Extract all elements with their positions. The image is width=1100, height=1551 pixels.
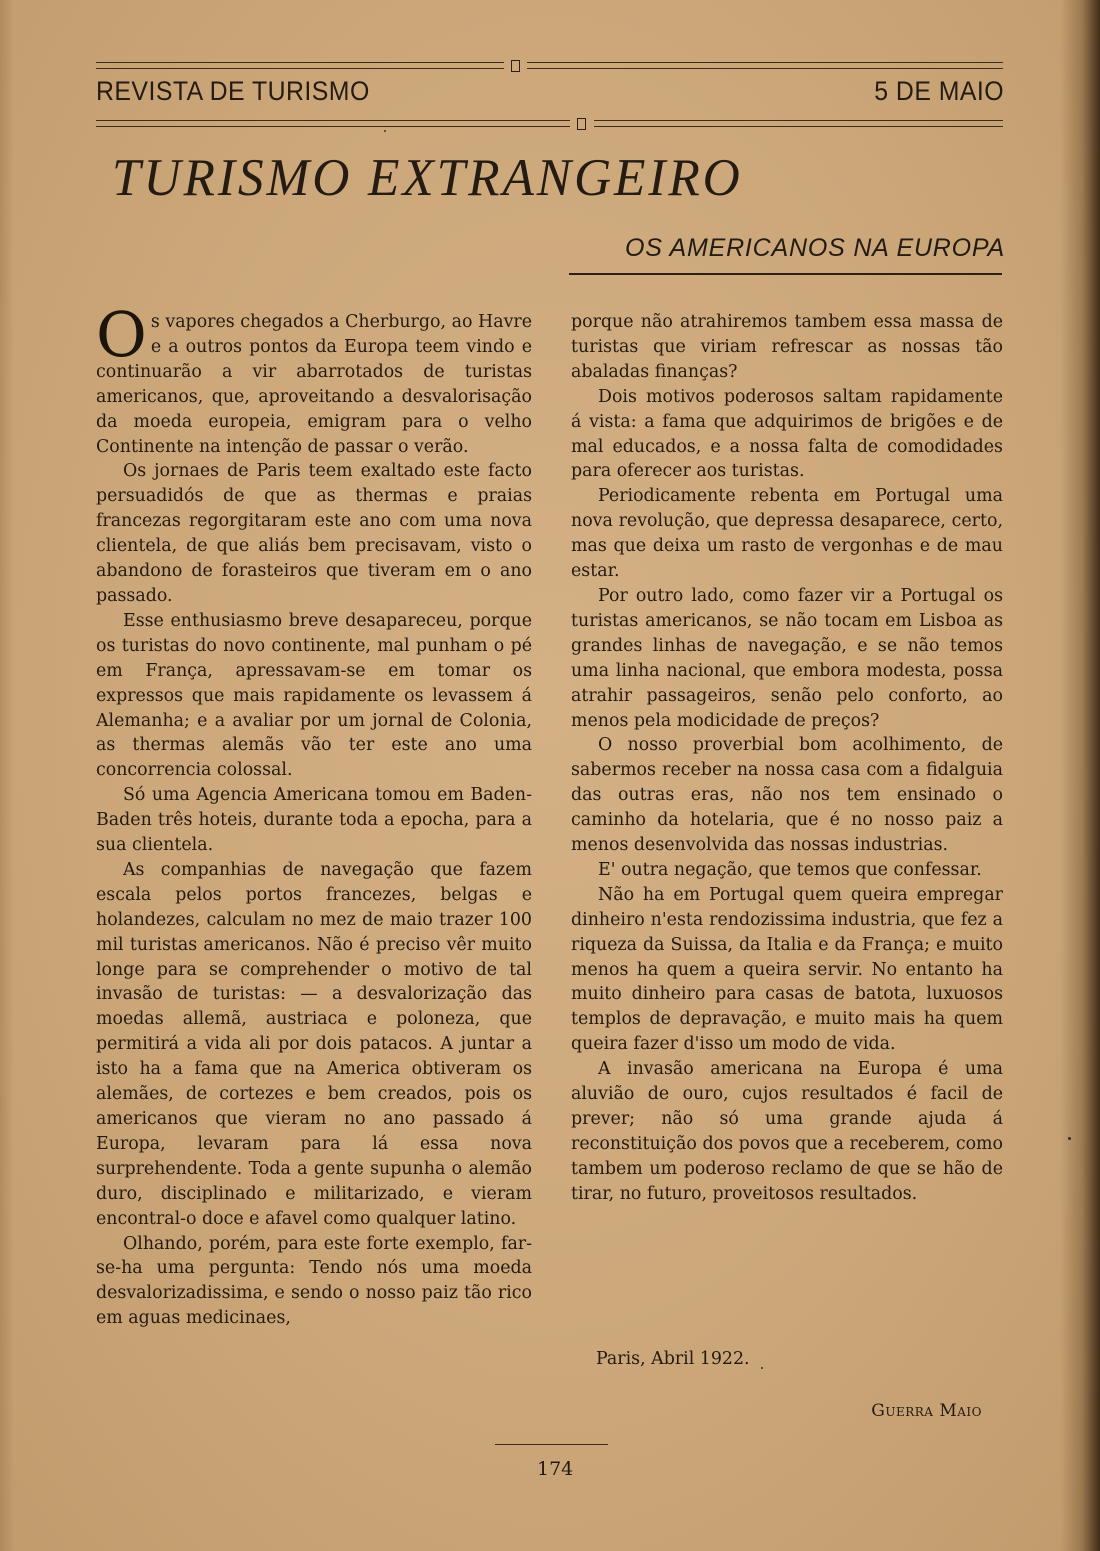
article-paragraph: Esse enthusiasmo breve desapareceu, porque os turistas do novo continente, mal punham o pé em França, apressavam-se em tomar os expressos que mais rapidamente os levassem á Alemanha; e a avaliar por um jornal de Colonia, as thermas alemãs vão ter este ano uma concorrencia colossal. [96, 610, 532, 781]
article-paragraph-continuation: porque não atrahiremos tambem essa massa de turistas que viriam refrescar as nossas tão abaladas finanças? [571, 312, 1003, 382]
dateline: Paris, Abril 1922. [596, 1349, 750, 1369]
rule-ornament-box [511, 60, 520, 72]
article-paragraph: Por outro lado, como fazer vir a Portugal os turistas americanos, se não tocam em Lisboa as grandes linhas de navegação, e se não temos uma linha nacional, que embora modesta, possa atrahir passageiros, senão pelo conforto, ao menos pela modicidade de preços? [571, 585, 1003, 731]
header-bottom-rule-right [594, 120, 1003, 127]
drop-cap: O [96, 298, 147, 371]
paper-speck [761, 1367, 763, 1369]
header-top-rule-right [527, 62, 1003, 69]
article-paragraph: A invasão americana na Europa é uma aluvião de ouro, cujos resultados é facil de prever; não só uma grande ajuda á reconstituição dos povos que a receberem, como tambem um poderoso reclamo de que se hão de tirar, no futuro, proveitosos resultados. [571, 1059, 1003, 1204]
author-signature: Guerra Maio [871, 1401, 982, 1421]
article-paragraph: E' outra negação, que temos que confessar. [598, 859, 982, 880]
footer-rule [495, 1444, 608, 1445]
article-column-right [571, 310, 1003, 1207]
section-title: TURISMO EXTRANGEIRO [112, 149, 743, 207]
paragraph-text: s vapores chegados a Cherburgo, ao Havre e a outros pontos da Europa teem vindo e continuarão a vir abarrotados de turistas americanos, que, aproveitando a desvalorisação da moeda europeia, emigram para o velho Continente na intenção de passar o verão. [96, 312, 532, 457]
header-top-rule-left [96, 62, 504, 69]
article-paragraph: As companhias de navegação que fazem escala pelos portos francezes, belgas e holandezes, calculam no mez de maio trazer 100 mil turistas americanos. Não é preciso vêr muito longe para se comprehender o motivo de tal invasão de turistas: — a desvalorização das moedas allemã, austriaca e poloneza, que permitirá a vida ali por dois patacos. A juntar a isto ha a fama que na America obtiveram os alemães, de cortezes e bem creados, pois os americanos que vieram no ano passado á Europa, levaram para lá essa nova surprehendente. Toda a gente supunha o alemão duro, disciplinado e militarizado, e vieram encontral-o doce e afavel como qualquer latino. [96, 859, 532, 1229]
article-paragraph: Dois motivos poderosos saltam rapidamente á vista: a fama que adquirimos de brigões e de mal educados, e a nossa falta de comodidades para oferecer aos turistas. [571, 386, 1003, 482]
paper-speck [1068, 1137, 1071, 1140]
header-bottom-rule-left [96, 120, 570, 127]
paper-speck [384, 130, 386, 132]
page-number: 174 [537, 1458, 574, 1480]
article-column-left [96, 298, 532, 1331]
article-subtitle: OS AMERICANOS NA EUROPA [624, 234, 1005, 262]
article-paragraph: Olhando, porém, para este forte exemplo, far-se-ha uma pergunta: Tendo nós uma moeda desvalorizadissima, e sendo o nosso paiz tão rico em aguas medicinaes, [96, 1233, 532, 1329]
article-paragraph: Não ha em Portugal quem queira empregar dinheiro n'esta rendozissima industria, que fez a riqueza da Suissa, da Italia e da França; e muito menos ha quem a queira servir. No entanto ha muito dinheiro para casas de batota, luxuosos templos de depravação, e muito mais ha quem queira fazer d'isso um modo de vida. [571, 884, 1003, 1055]
rule-ornament-box [577, 118, 586, 130]
issue-date: 5 DE MAIO [874, 76, 1004, 106]
article-paragraph: Periodicamente rebenta em Portugal uma nova revolução, que depressa desaparece, certo, mas que deixa um rasto de vergonhas e de mau estar. [571, 486, 1003, 582]
article-paragraph: O nosso proverbial bom acolhimento, de sabermos receber na nossa casa com a fidalguia das outras eras, não nos tem ensinado o caminho da hotelaria, que é no nosso paiz a menos desenvolvida das nossas industrias. [571, 735, 1003, 856]
article-paragraph: Os jornaes de Paris teem exaltado este facto persuadidós de que as thermas e praias francezas regorgitaram este ano com uma nova clientela, de que aliás bem precisavam, visto o abandono de forasteiros que tiveram em o ano passado. [96, 461, 532, 606]
publication-name: REVISTA DE TURISMO [96, 76, 370, 106]
subtitle-underline [569, 273, 1002, 275]
article-paragraph: Só uma Agencia Americana tomou em Baden-Baden três hoteis, durante toda a epocha, para a sua clientela. [96, 785, 532, 856]
article-paragraph [96, 298, 532, 459]
